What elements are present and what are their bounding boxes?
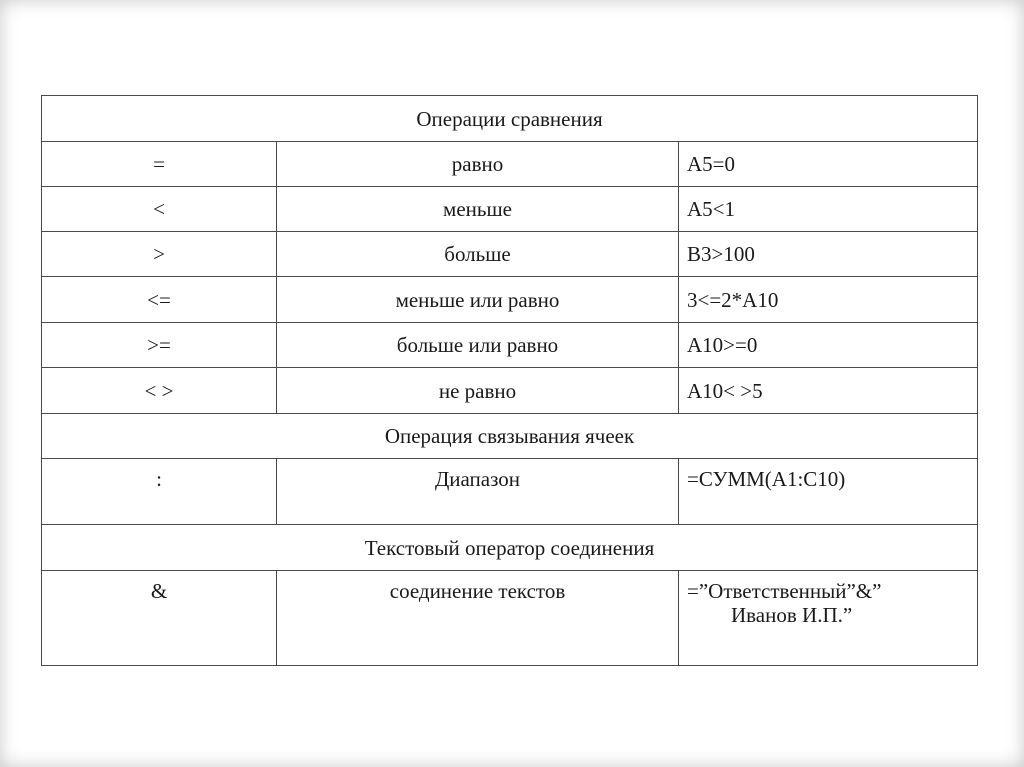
operator-symbol: :	[42, 459, 277, 525]
operator-symbol: =	[42, 142, 277, 187]
operator-description: равно	[277, 142, 679, 187]
operator-symbol: < >	[42, 368, 277, 414]
operator-example	[679, 571, 978, 666]
operator-description: меньше или равно	[277, 277, 679, 323]
operator-symbol: &	[42, 571, 277, 666]
operator-description: соединение текстов	[277, 571, 679, 666]
operator-description: меньше	[277, 187, 679, 232]
section-header-row	[42, 525, 978, 571]
operator-example: В3>100	[679, 232, 978, 277]
section-header-row	[42, 414, 978, 459]
operator-example-line-1: =”Ответственный”&”	[687, 579, 882, 603]
operators-table	[41, 95, 978, 666]
table-row	[42, 232, 978, 277]
operator-description: не равно	[277, 368, 679, 414]
operator-example-line-2: Иванов И.П.”	[731, 603, 853, 627]
table-row	[42, 368, 978, 414]
table-row	[42, 142, 978, 187]
table-row	[42, 323, 978, 368]
operator-example: А10< >5	[679, 368, 978, 414]
table-row	[42, 571, 978, 666]
section-header-row	[42, 96, 978, 142]
operator-example: А10>=0	[679, 323, 978, 368]
section-title-comparison: Операции сравнения	[42, 96, 978, 142]
operator-example: А5<1	[679, 187, 978, 232]
operator-symbol: <=	[42, 277, 277, 323]
operator-example: 3<=2*А10	[679, 277, 978, 323]
operator-description: Диапазон	[277, 459, 679, 525]
operator-description: больше	[277, 232, 679, 277]
operator-example: =СУММ(А1:С10)	[679, 459, 978, 525]
section-title-text: Текстовый оператор соединения	[42, 525, 978, 571]
operator-description: больше или равно	[277, 323, 679, 368]
operator-symbol: >=	[42, 323, 277, 368]
operator-symbol: <	[42, 187, 277, 232]
operator-example: А5=0	[679, 142, 978, 187]
section-title-link: Операция связывания ячеек	[42, 414, 978, 459]
table-row	[42, 277, 978, 323]
table-row	[42, 459, 978, 525]
operator-symbol: >	[42, 232, 277, 277]
table-row	[42, 187, 978, 232]
